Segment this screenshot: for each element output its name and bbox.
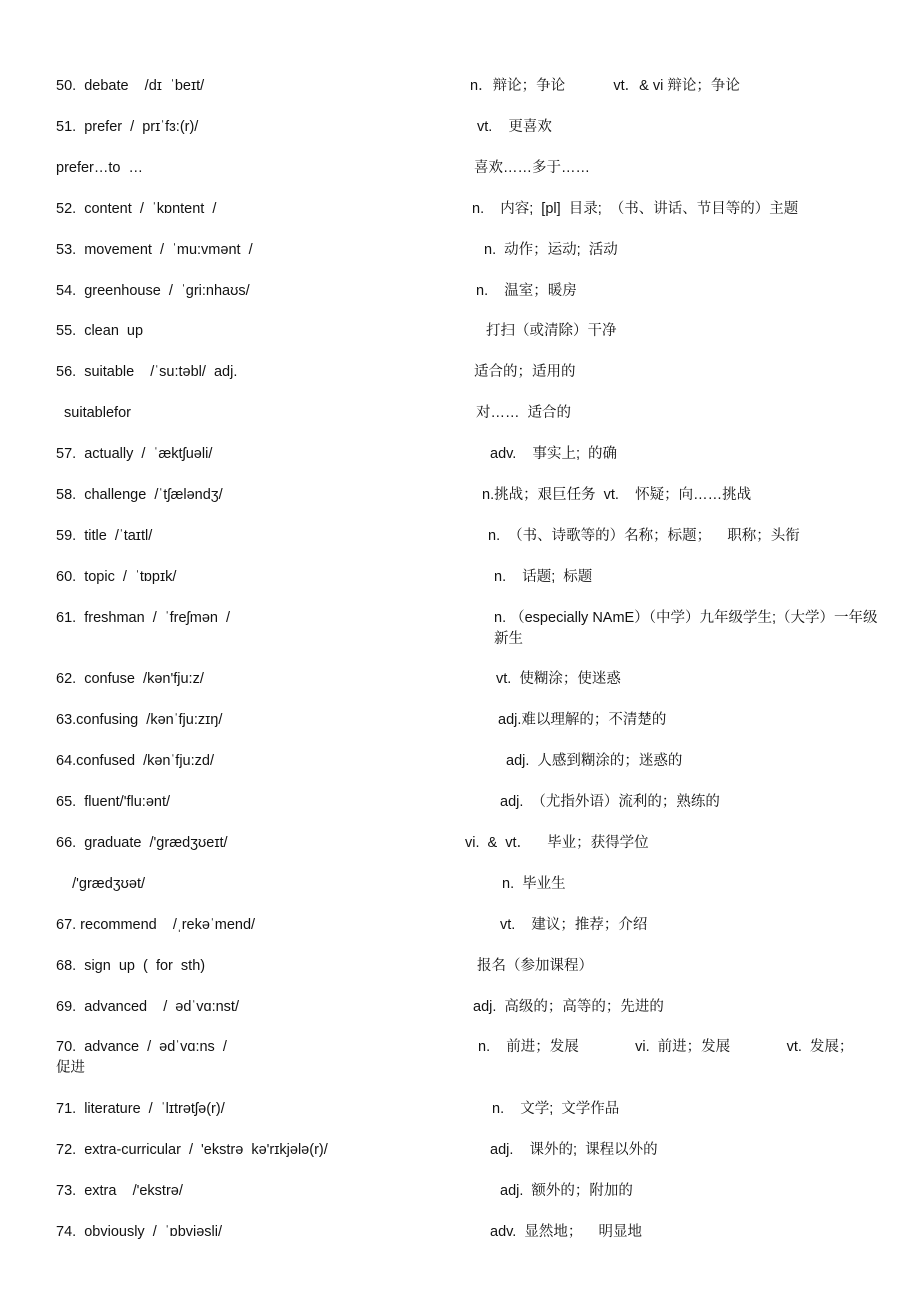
entry-definition: vi. & vt． 毕业；获得学位 (465, 835, 649, 851)
entry-term: 72. extra-curricular / 'ekstrə kə'rɪkjələ(r)/ (56, 1142, 328, 1158)
entry-term: 65. fluent/'flu:ənt/ (56, 794, 171, 810)
entry-definition: n. 温室；暖房 (476, 283, 577, 299)
entry-definition: n．辩论；争论 vt．& vi 辩论；争论 (470, 78, 740, 94)
entry-term: 62. confuse /kən'fju:z/ (56, 671, 204, 687)
entry-definition: adj. （尤指外语）流利的；熟练的 (500, 794, 720, 810)
entry-term: 58. challenge /ˈtʃæləndʒ/ (56, 487, 223, 503)
entry-term: 60. topic / ˈtɒpɪk/ (56, 569, 177, 585)
entry-term: 63.confusing /kənˈfju:zɪŋ/ (56, 712, 223, 728)
entry-term: 50. debate /dɪ ˈbeɪt/ (56, 78, 205, 94)
entry-term: 74. obviously / ˈɒbviəsli/ (56, 1224, 223, 1240)
entry-definition-continuation: 促进 (56, 1060, 85, 1076)
entry-definition: vt. 建议；推荐；介绍 (500, 917, 648, 933)
entry-term: 51. prefer / prɪˈfɜ:(r)/ (56, 119, 199, 135)
entry-term: 67. recommend /ˌrekəˈmend/ (56, 917, 256, 933)
entry-term: 61. freshman / ˈfreʃmən / (56, 610, 231, 626)
entry-term: 73. extra /'ekstrə/ (56, 1183, 183, 1199)
entry-term: 71. literature / ˈlɪtrətʃə(r)/ (56, 1101, 225, 1117)
entry-term: 56. suitable /ˈsu:təbl/ adj. (56, 364, 238, 380)
entry-definition: adj. 课外的; 课程以外的 (490, 1142, 658, 1158)
entry-definition: n. 前进；发展 vi. 前进；发展 vt. 发展； (478, 1039, 854, 1055)
entry-definition: n.挑战；艰巨任务 vt. 怀疑；向……挑战 (482, 487, 752, 503)
entry-term: 70. advance / ədˈvɑ:ns / (56, 1039, 227, 1055)
entry-definition: adv. 显然地； 明显地 (490, 1224, 643, 1240)
entry-term: suitablefor (56, 405, 131, 421)
entry-definition: vt. 使糊涂；使迷惑 (496, 671, 621, 687)
entry-term: 64.confused /kənˈfju:zd/ (56, 753, 214, 769)
entry-definition: adj. 高级的；高等的；先进的 (473, 999, 664, 1015)
entry-term: prefer…to … (56, 160, 144, 176)
entry-definition: n. （书、诗歌等的）名称；标题； 职称；头衔 (488, 528, 800, 544)
entry-term: 53. movement / ˈmu:vmənt / (56, 242, 253, 258)
entry-definition: 适合的；适用的 (474, 364, 576, 380)
entry-definition: adv. 事实上; 的确 (490, 446, 618, 462)
entry-term: 69. advanced / ədˈvɑ:nst/ (56, 999, 239, 1015)
entry-definition: 打扫（或清除）干净 (486, 323, 617, 339)
entry-definition: adj. 人感到糊涂的；迷惑的 (506, 753, 683, 769)
entry-definition: adj.难以理解的；不清楚的 (498, 712, 667, 728)
entry-definition: 对…… 适合的 (476, 405, 572, 421)
entry-term: 52. content / ˈkɒntent / (56, 201, 217, 217)
entry-definition: 报名（参加课程） (477, 958, 593, 974)
entry-term: 54. greenhouse / ˈgri:nhaʊs/ (56, 283, 250, 299)
entry-definition: n. 内容; [pl] 目录; （书、讲话、节目等的）主题 (472, 201, 799, 217)
entry-definition: vt. 更喜欢 (477, 119, 552, 135)
entry-definition: adj. 额外的；附加的 (500, 1183, 633, 1199)
entry-term: 68. sign up ( for sth) (56, 958, 206, 974)
entry-term: 55. clean up (56, 323, 144, 339)
entry-definition: n. （especially NAmE）（中学）九年级学生;（大学）一年级新生 (494, 610, 878, 647)
entry-term: 66. graduate /'ɡrædʒʊeɪt/ (56, 835, 228, 851)
entry-term: 59. title /ˈtaɪtl/ (56, 528, 153, 544)
entry-term: 57. actually / ˈæktʃuəli/ (56, 446, 213, 462)
entry-definition: n. 文学; 文学作品 (492, 1101, 620, 1117)
entry-definition: n. 毕业生 (502, 876, 566, 892)
entry-term: /'ɡrædʒʊət/ (56, 876, 146, 892)
entry-definition: 喜欢……多于…… (474, 160, 590, 176)
entry-definition: n. 动作；运动; 活动 (484, 242, 618, 258)
entry-definition: n. 话题; 标题 (494, 569, 593, 585)
